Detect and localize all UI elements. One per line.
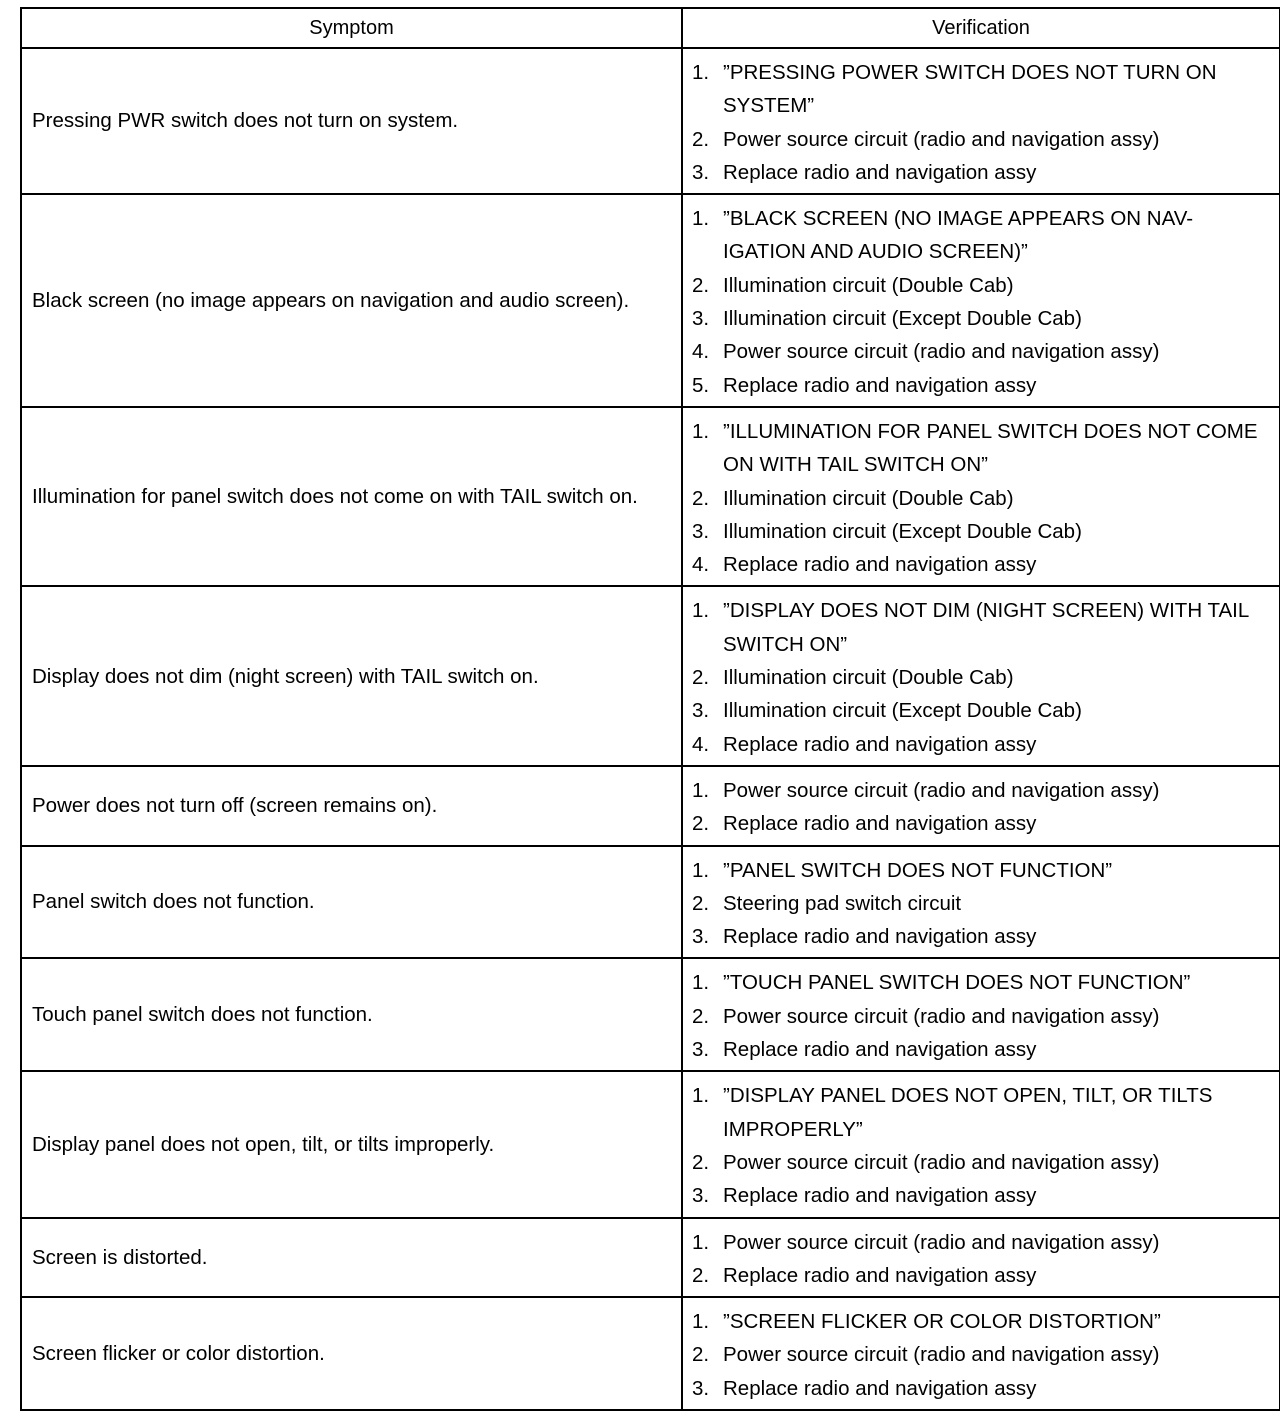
step-text: Illumination circuit (Double Cab) <box>723 666 1014 690</box>
step-text: ”TOUCH PANEL SWITCH DOES NOT FUNCTION” <box>723 971 1191 995</box>
step-text: Power source circuit (radio and navigation assy) <box>723 778 1160 802</box>
step-number: 2. <box>692 1150 710 1174</box>
step-number: 3. <box>692 160 710 184</box>
verification-step <box>692 548 1273 581</box>
symptom-cell: Touch panel switch does not function. <box>21 958 682 1071</box>
step-number: 2. <box>692 127 710 151</box>
step-number: 3. <box>692 1184 710 1208</box>
verification-cell <box>682 766 1280 846</box>
step-number: 1. <box>692 419 710 443</box>
verification-steps-list <box>692 854 1273 954</box>
step-number: 2. <box>692 1004 710 1028</box>
step-text: Power source circuit (radio and navigation assy) <box>723 127 1160 151</box>
verification-step <box>692 1372 1273 1405</box>
verification-cell <box>682 586 1280 765</box>
step-text: ”DISPLAY PANEL DOES NOT OPEN, TILT, OR TILTS IMPROPERLY” <box>723 1084 1213 1141</box>
step-text: Replace radio and navigation assy <box>723 1376 1037 1400</box>
verification-cell <box>682 407 1280 586</box>
step-text: ”SCREEN FLICKER OR COLOR DISTORTION” <box>723 1310 1161 1334</box>
verification-step <box>692 202 1273 269</box>
step-number: 2. <box>692 1263 710 1287</box>
verification-step <box>692 156 1273 189</box>
symptom-column-header: Symptom <box>21 8 682 48</box>
symptom-cell: Pressing PWR switch does not turn on system. <box>21 48 682 194</box>
step-number: 1. <box>692 1084 710 1108</box>
step-text: ”PRESSING POWER SWITCH DOES NOT TURN ON SYSTEM” <box>723 61 1217 118</box>
step-number: 1. <box>692 599 710 623</box>
step-text: Steering pad switch circuit <box>723 891 962 915</box>
verification-steps-list <box>692 1226 1273 1293</box>
step-number: 1. <box>692 858 710 882</box>
symptom-cell: Screen flicker or color distortion. <box>21 1297 682 1410</box>
step-number: 4. <box>692 340 710 364</box>
symptom-cell: Display panel does not open, tilt, or tilts improperly. <box>21 1071 682 1217</box>
symptom-cell: Panel switch does not function. <box>21 846 682 959</box>
verification-cell <box>682 958 1280 1071</box>
verification-steps-list <box>692 774 1273 841</box>
step-text: Replace radio and navigation assy <box>723 1184 1037 1208</box>
step-number: 2. <box>692 891 710 915</box>
step-text: Replace radio and navigation assy <box>723 1263 1037 1287</box>
step-number: 2. <box>692 666 710 690</box>
step-text: Replace radio and navigation assy <box>723 732 1037 756</box>
header-row <box>21 8 1280 48</box>
step-text: ”PANEL SWITCH DOES NOT FUNCTION” <box>723 858 1113 882</box>
symptom-cell: Display does not dim (night screen) with TAIL switch on. <box>21 586 682 765</box>
verification-step <box>692 854 1273 887</box>
step-number: 3. <box>692 1376 710 1400</box>
verification-steps-list <box>692 1079 1273 1212</box>
step-number: 5. <box>692 373 710 397</box>
verification-cell <box>682 194 1280 407</box>
step-number: 1. <box>692 1310 710 1334</box>
verification-step <box>692 1305 1273 1338</box>
table-row <box>21 766 1280 846</box>
verification-step <box>692 594 1273 661</box>
step-text: Replace radio and navigation assy <box>723 925 1037 949</box>
step-text: Illumination circuit (Double Cab) <box>723 486 1014 510</box>
step-text: Illumination circuit (Except Double Cab) <box>723 519 1082 543</box>
step-text: Replace radio and navigation assy <box>723 160 1037 184</box>
step-text: Illumination circuit (Double Cab) <box>723 273 1014 297</box>
verification-step <box>692 269 1273 302</box>
table-row <box>21 407 1280 586</box>
step-number: 4. <box>692 553 710 577</box>
verification-step <box>692 335 1273 368</box>
step-text: Replace radio and navigation assy <box>723 1038 1037 1062</box>
table-row <box>21 194 1280 407</box>
table-row <box>21 958 1280 1071</box>
verification-step <box>692 920 1273 953</box>
verification-step <box>692 728 1273 761</box>
symptom-cell: Screen is distorted. <box>21 1218 682 1298</box>
verification-column-header: Verification <box>682 8 1280 48</box>
step-number: 1. <box>692 61 710 84</box>
step-text: Replace radio and navigation assy <box>723 812 1037 836</box>
verification-step <box>692 774 1273 807</box>
verification-step <box>692 482 1273 515</box>
step-number: 1. <box>692 1230 710 1254</box>
verification-steps-list <box>692 56 1273 189</box>
table-body <box>21 48 1280 1410</box>
table-row <box>21 48 1280 194</box>
step-text: Power source circuit (radio and navigation assy) <box>723 1150 1160 1174</box>
step-text: Power source circuit (radio and navigation assy) <box>723 340 1160 364</box>
step-number: 4. <box>692 732 710 756</box>
verification-step <box>692 415 1273 482</box>
symptom-cell: Power does not turn off (screen remains on). <box>21 766 682 846</box>
table-row <box>21 1297 1280 1410</box>
step-number: 3. <box>692 1038 710 1062</box>
verification-step <box>692 1079 1273 1146</box>
step-text: Illumination circuit (Except Double Cab) <box>723 307 1082 331</box>
verification-step <box>692 1338 1273 1371</box>
step-text: ”DISPLAY DOES NOT DIM (NIGHT SCREEN) WITH TAIL SWITCH ON” <box>723 599 1249 656</box>
step-text: Power source circuit (radio and navigation assy) <box>723 1343 1160 1367</box>
symptom-cell: Illumination for panel switch does not come on with TAIL switch on. <box>21 407 682 586</box>
verification-step <box>692 1226 1273 1259</box>
verification-cell <box>682 1297 1280 1410</box>
table-row <box>21 846 1280 959</box>
verification-step <box>692 1000 1273 1033</box>
step-number: 1. <box>692 207 710 231</box>
verification-steps-list <box>692 202 1273 402</box>
verification-step <box>692 887 1273 920</box>
verification-step <box>692 661 1273 694</box>
verification-step <box>692 807 1273 840</box>
step-text: ”ILLUMINATION FOR PANEL SWITCH DOES NOT COME ON WITH TAIL SWITCH ON” <box>723 419 1258 477</box>
step-text: Replace radio and navigation assy <box>723 553 1037 577</box>
table-row <box>21 1218 1280 1298</box>
verification-cell <box>682 1218 1280 1298</box>
step-text: Power source circuit (radio and navigation assy) <box>723 1004 1160 1028</box>
verification-steps-list <box>692 966 1273 1066</box>
table-row <box>21 1071 1280 1217</box>
verification-step <box>692 302 1273 335</box>
symptom-verification-table <box>20 7 1280 1411</box>
step-text: ”BLACK SCREEN (NO IMAGE APPEARS ON NAV-IGATION AND AUDIO SCREEN)” <box>723 207 1194 264</box>
verification-step <box>692 1179 1273 1212</box>
table-row <box>21 586 1280 765</box>
verification-steps-list <box>692 1305 1273 1405</box>
verification-step <box>692 966 1273 999</box>
step-number: 3. <box>692 925 710 949</box>
step-number: 3. <box>692 699 710 723</box>
verification-step <box>692 1259 1273 1292</box>
step-number: 2. <box>692 1343 710 1367</box>
verification-step <box>692 1146 1273 1179</box>
verification-step <box>692 369 1273 402</box>
verification-step <box>692 694 1273 727</box>
verification-step <box>692 1033 1273 1066</box>
verification-steps-list <box>692 415 1273 581</box>
verification-cell <box>682 48 1280 194</box>
step-number: 3. <box>692 307 710 331</box>
verification-step <box>692 123 1273 156</box>
symptom-cell: Black screen (no image appears on navigation and audio screen). <box>21 194 682 407</box>
step-text: Illumination circuit (Except Double Cab) <box>723 699 1082 723</box>
step-number: 1. <box>692 778 710 802</box>
step-number: 2. <box>692 812 710 836</box>
verification-step <box>692 515 1273 548</box>
step-number: 3. <box>692 519 710 543</box>
verification-cell <box>682 846 1280 959</box>
step-number: 1. <box>692 971 710 995</box>
verification-step <box>692 56 1273 123</box>
step-text: Replace radio and navigation assy <box>723 373 1037 397</box>
verification-steps-list <box>692 594 1273 760</box>
step-number: 2. <box>692 486 710 510</box>
step-text: Power source circuit (radio and navigation assy) <box>723 1230 1160 1254</box>
step-number: 2. <box>692 273 710 297</box>
verification-cell <box>682 1071 1280 1217</box>
